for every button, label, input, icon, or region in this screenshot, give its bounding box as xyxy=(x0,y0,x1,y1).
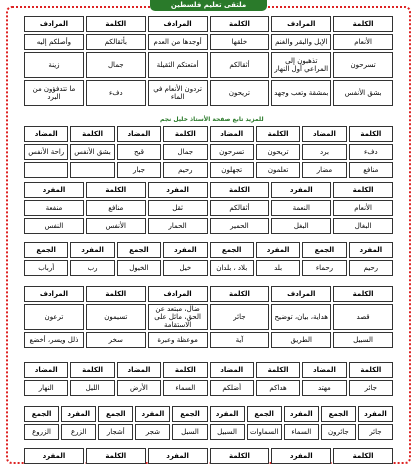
header-cell: المفرد xyxy=(61,406,96,422)
synonyms-table-2 xyxy=(22,284,395,350)
section-synonyms-1 xyxy=(22,14,395,108)
table-header xyxy=(24,182,393,198)
table-cell: أرباب xyxy=(24,260,68,276)
table-cell: أثقالكم xyxy=(210,200,270,216)
table-cell: زينة xyxy=(24,52,84,78)
table-cell: وأصلكم إليه xyxy=(24,34,84,50)
table-header xyxy=(24,286,393,302)
table-cell: الأنعام xyxy=(333,200,393,216)
table-cell: بشق الأنفس xyxy=(333,80,393,106)
header-cell: الكلمة xyxy=(210,16,270,32)
table-cell: النفس xyxy=(24,218,84,234)
header-cell: المفرد xyxy=(148,182,208,198)
plurals-table-2 xyxy=(22,404,395,442)
table-cell: الليل xyxy=(70,380,114,396)
table-cell: الزرع xyxy=(61,424,96,440)
table-cell: أثقالكم xyxy=(210,52,270,78)
header-cell: الجمع xyxy=(98,406,133,422)
section-plurals-1 xyxy=(22,240,395,278)
header-cell: المضاد xyxy=(302,126,346,142)
header-cell: الكلمة xyxy=(210,448,270,464)
header-cell: المفرد xyxy=(24,182,84,198)
table-cell: جائر xyxy=(358,424,393,440)
header-cell: الكلمة xyxy=(333,16,393,32)
table-cell: تريحون xyxy=(210,80,270,106)
table-cell: السماء xyxy=(284,424,319,440)
table-cell: سخر xyxy=(86,332,146,348)
table-cell: تعلمون xyxy=(256,162,300,178)
table-row xyxy=(24,304,393,330)
header-cell: الكلمة xyxy=(256,362,300,378)
table-cell: بأثقالكم xyxy=(86,34,146,50)
table-cell: تريحون xyxy=(256,144,300,160)
header-cell: الجمع xyxy=(321,406,356,422)
table-row xyxy=(24,332,393,348)
table-cell: دفء xyxy=(349,144,393,160)
header-cell: المفرد xyxy=(271,182,331,198)
table-cell: رحيم xyxy=(163,162,207,178)
table-cell: منافع xyxy=(349,162,393,178)
header-cell: المفرد xyxy=(163,242,207,258)
header-cell: المفرد xyxy=(24,448,84,464)
header-cell: المضاد xyxy=(24,126,68,142)
table-row xyxy=(24,162,393,178)
header-cell: المضاد xyxy=(117,126,161,142)
table-cell: تذهبون إلى المراعي أول النهار xyxy=(271,52,331,78)
header-cell: الجمع xyxy=(210,242,254,258)
table-cell: برد xyxy=(302,144,346,160)
table-row xyxy=(24,260,393,276)
table-row xyxy=(24,424,393,440)
table-cell: تجهلون xyxy=(210,162,254,178)
table-cell: تسيمون xyxy=(86,304,146,330)
table-cell: تسرحون xyxy=(333,52,393,78)
section-plurals-2 xyxy=(22,404,395,442)
section-synonyms-2 xyxy=(22,284,395,350)
header-cell: المضاد xyxy=(117,362,161,378)
table-cell: الأنعام xyxy=(333,34,393,50)
header-cell: الكلمة xyxy=(256,126,300,142)
table-cell: السبل xyxy=(172,424,207,440)
section-antonyms-2 xyxy=(22,360,395,398)
table-cell: البغال xyxy=(333,218,393,234)
table-cell: أضلكم xyxy=(210,380,254,396)
table-header xyxy=(24,126,393,142)
note-text: للمزيد تابع صفحة الأستاذ خليل نجم xyxy=(160,116,264,123)
table-cell: تردون الأنعام في الماء xyxy=(148,80,208,106)
synonyms-table-1 xyxy=(22,14,395,108)
header-cell: الجمع xyxy=(247,406,282,422)
table-cell: هداية، بيان، توضيح xyxy=(271,304,331,330)
header-cell: المضاد xyxy=(302,362,346,378)
header-cell: المفرد xyxy=(135,406,170,422)
table-cell: ما تتدفؤون من البرد xyxy=(24,80,84,106)
header-cell: المضاد xyxy=(210,362,254,378)
header-cell: المرادف xyxy=(271,16,331,32)
table-header xyxy=(24,448,393,464)
table-cell: آية xyxy=(210,332,270,348)
header-cell: المرادف xyxy=(24,286,84,302)
header-cell: الكلمة xyxy=(163,362,207,378)
header-cell: المفرد xyxy=(256,242,300,258)
plurals-table-1 xyxy=(22,240,395,278)
table-cell: قصد xyxy=(333,304,393,330)
header-cell: المفرد xyxy=(271,448,331,464)
table-row xyxy=(24,52,393,78)
table-cell: خلقها xyxy=(210,34,270,50)
header-cell: الكلمة xyxy=(163,126,207,142)
table-cell: جبار xyxy=(117,162,161,178)
table-cell: ترعون xyxy=(24,304,84,330)
header-cell: الجمع xyxy=(172,406,207,422)
header-cell: الكلمة xyxy=(86,16,146,32)
table-cell: قبح xyxy=(117,144,161,160)
table-cell: هداكم xyxy=(256,380,300,396)
table-cell: ذلل ويسر، أخضع xyxy=(24,332,84,348)
table-row xyxy=(24,380,393,396)
table-cell: الزروع xyxy=(24,424,59,440)
table-header xyxy=(24,242,393,258)
table-cell: الطريق xyxy=(271,332,331,348)
table-cell: ضال، مبتعد عن الحق، مائل على الاستقامة xyxy=(148,304,208,330)
table-cell: رحيم xyxy=(349,260,393,276)
header-cell: الجمع xyxy=(117,242,161,258)
table-cell: مضار xyxy=(302,162,346,178)
header-cell: الكلمة xyxy=(210,286,270,302)
table-cell: مهتد xyxy=(302,380,346,396)
header-cell: الكلمة xyxy=(333,286,393,302)
header-cell: المرادف xyxy=(271,286,331,302)
table-row xyxy=(24,218,393,234)
table-cell: السماوات xyxy=(247,424,282,440)
header-cell: الكلمة xyxy=(349,126,393,142)
table-cell: موعظة وعبرة xyxy=(148,332,208,348)
header-cell: الكلمة xyxy=(333,182,393,198)
table-cell: بشق الأنفس xyxy=(70,144,114,160)
table-cell: السبيل xyxy=(333,332,393,348)
table-cell: رب xyxy=(70,260,114,276)
table-cell: منفعة xyxy=(24,200,84,216)
table-cell: خيل xyxy=(163,260,207,276)
section-singulars-2 xyxy=(22,446,395,466)
table-cell: دفء xyxy=(86,80,146,106)
table-cell: ثقل xyxy=(148,200,208,216)
table-header xyxy=(24,406,393,422)
table-row xyxy=(24,34,393,50)
header-cell: المرادف xyxy=(148,286,208,302)
table-cell: الأرض xyxy=(117,380,161,396)
header-cell: المضاد xyxy=(24,362,68,378)
table-cell: أشجار xyxy=(98,424,133,440)
table-cell: الأنفس xyxy=(86,218,146,234)
table-cell: رحماء xyxy=(302,260,346,276)
header-cell: الجمع xyxy=(24,242,68,258)
table-cell xyxy=(70,162,114,178)
table-cell: أوجدها من العدم xyxy=(148,34,208,50)
header-cell: المضاد xyxy=(210,126,254,142)
table-cell: جائرون xyxy=(321,424,356,440)
table-cell: الإبل والبقر والغنم xyxy=(271,34,331,50)
antonyms-table-2 xyxy=(22,360,395,398)
table-cell xyxy=(24,162,68,178)
header-cell: الكلمة xyxy=(70,126,114,142)
table-cell: راحة الأنفس xyxy=(24,144,68,160)
header-banner: ملتقى تعليم فلسطين xyxy=(150,0,267,11)
table-cell: الحمار xyxy=(148,218,208,234)
table-header xyxy=(24,362,393,378)
table-cell: جمال xyxy=(163,144,207,160)
table-cell: السبيل xyxy=(210,424,245,440)
singulars-table-1 xyxy=(22,180,395,236)
table-cell: بلاد ، بلدان xyxy=(210,260,254,276)
table-cell: تسرحون xyxy=(210,144,254,160)
singulars-table-2 xyxy=(22,446,395,466)
table-cell: بمشقة وتعب وجهد xyxy=(271,80,331,106)
table-cell: النهار xyxy=(24,380,68,396)
table-row xyxy=(24,200,393,216)
table-cell: شجر xyxy=(135,424,170,440)
table-cell: جائر xyxy=(210,304,270,330)
header-cell: المفرد xyxy=(210,406,245,422)
header-cell: المفرد xyxy=(358,406,393,422)
header-cell: المفرد xyxy=(148,448,208,464)
table-cell: بلد xyxy=(256,260,300,276)
table-cell: جائر xyxy=(349,380,393,396)
table-cell: السماء xyxy=(163,380,207,396)
header-cell: المفرد xyxy=(70,242,114,258)
header-cell: الكلمة xyxy=(349,362,393,378)
table-row xyxy=(24,144,393,160)
table-cell: النعمة xyxy=(271,200,331,216)
header-cell: الكلمة xyxy=(86,286,146,302)
header-cell: المفرد xyxy=(284,406,319,422)
header-cell: الجمع xyxy=(302,242,346,258)
table-cell: منافع xyxy=(86,200,146,216)
section-singulars-1 xyxy=(22,180,395,236)
table-header xyxy=(24,16,393,32)
header-cell: المرادف xyxy=(148,16,208,32)
header-cell: الكلمة xyxy=(70,362,114,378)
header-cell: المرادف xyxy=(24,16,84,32)
table-cell: جمال xyxy=(86,52,146,78)
header-cell: الكلمة xyxy=(86,448,146,464)
header-cell: الكلمة xyxy=(86,182,146,198)
table-row xyxy=(24,80,393,106)
header-cell: الجمع xyxy=(24,406,59,422)
header-cell: الكلمة xyxy=(210,182,270,198)
table-cell: البغل xyxy=(271,218,331,234)
antonyms-table-1 xyxy=(22,124,395,180)
section-antonyms-1 xyxy=(22,124,395,180)
table-cell: الخيول xyxy=(117,260,161,276)
table-cell: الحمير xyxy=(210,218,270,234)
header-cell: الكلمة xyxy=(333,448,393,464)
header-cell: المفرد xyxy=(349,242,393,258)
table-cell: أمتعتكم الثقيلة xyxy=(148,52,208,78)
